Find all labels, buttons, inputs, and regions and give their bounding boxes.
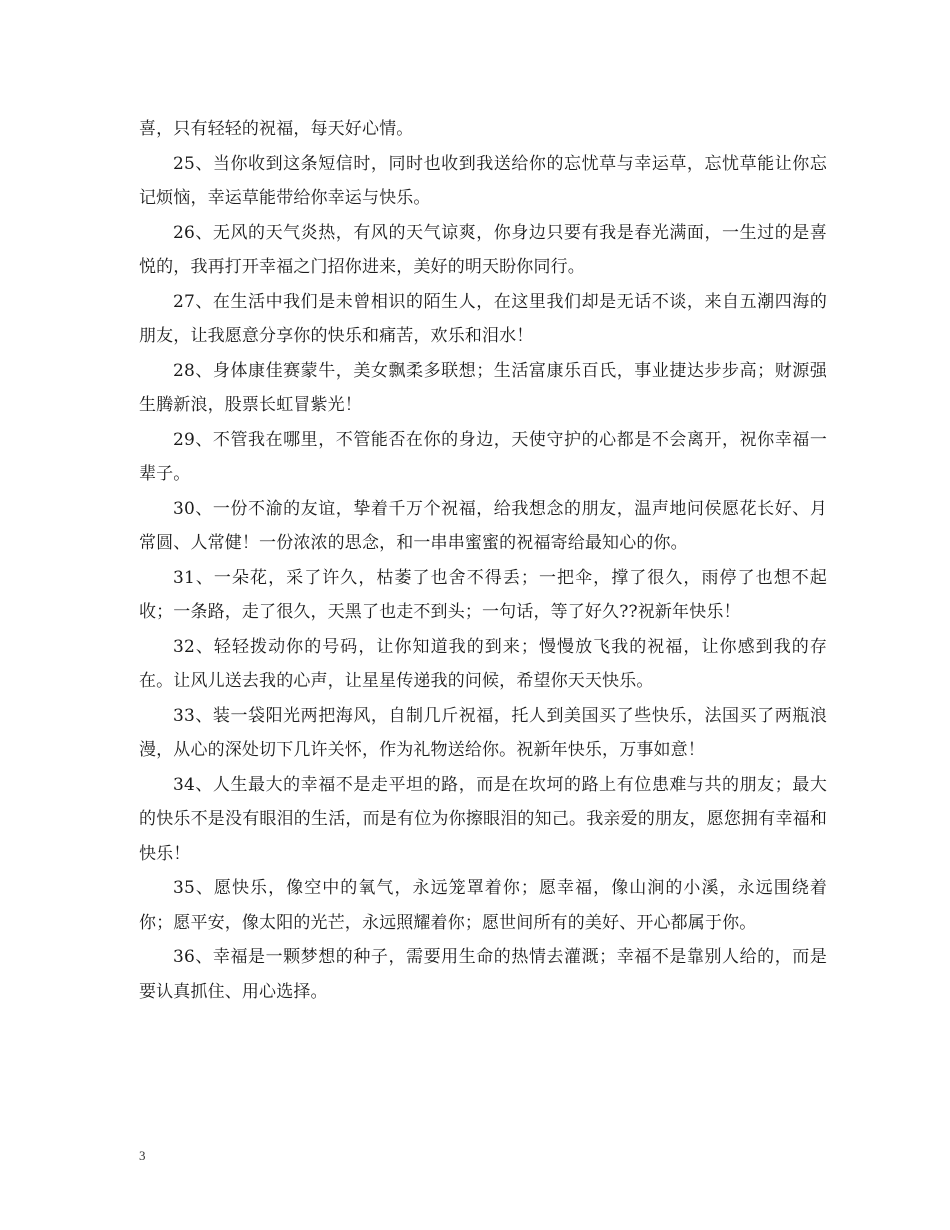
paragraph-26: 26、无风的天气炎热，有风的天气谅爽，你身边只要有我是春光满面，一生过的是喜悦的，我再打开幸福之门招你进来，美好的明天盼你同行。	[139, 222, 827, 277]
paragraph-33: 33、装一袋阳光两把海风，自制几斤祝福，托人到美国买了些快乐，法国买了两瓶浪漫，从心的深处切下几许关怀，作为礼物送给你。祝新年快乐，万事如意！	[139, 705, 827, 760]
paragraph-36: 36、幸福是一颗梦想的种子，需要用生命的热情去灌溉；幸福不是靠别人给的，而是要认真抓住、用心选择。	[139, 947, 827, 1002]
paragraph-31: 31、一朵花，采了许久，枯萎了也舍不得丢；一把伞，撑了很久，雨停了也想不起收；一条路，走了很久，天黑了也走不到头；一句话，等了好久??祝新年快乐！	[139, 567, 827, 622]
paragraph-27: 27、在生活中我们是未曾相识的陌生人，在这里我们却是无话不谈，来自五潮四海的朋友，让我愿意分享你的快乐和痛苦，欢乐和泪水！	[139, 291, 827, 346]
paragraph-35: 35、愿快乐，像空中的氧气，永远笼罩着你；愿幸福，像山涧的小溪，永远围绕着你；愿平安，像太阳的光芒，永远照耀着你；愿世间所有的美好、开心都属于你。	[139, 878, 827, 933]
paragraph-32: 32、轻轻拨动你的号码，让你知道我的到来；慢慢放飞我的祝福，让你感到我的存在。让风儿送去我的心声，让星星传递我的问候，希望你天天快乐。	[139, 636, 827, 691]
paragraph-continuation: 喜，只有轻轻的祝福，每天好心情。	[139, 119, 414, 139]
document-body	[139, 112, 827, 1009]
paragraph-28: 28、身体康佳赛蒙牛，美女飘柔多联想；生活富康乐百氏，事业捷达步步高；财源强生腾新浪，股票长虹冒紫光！	[139, 360, 827, 415]
paragraph-34: 34、人生最大的幸福不是走平坦的路，而是在坎坷的路上有位患难与共的朋友；最大的快乐不是没有眼泪的生活，而是有位为你擦眼泪的知己。我亲爱的朋友，愿您拥有幸福和快乐！	[139, 774, 827, 864]
page-number: 3	[139, 1148, 146, 1163]
paragraph-29: 29、不管我在哪里，不管能否在你的身边，天使守护的心都是不会离开，祝你幸福一辈子。	[139, 429, 827, 484]
paragraph-30: 30、一份不渝的友谊，挚着千万个祝福，给我想念的朋友，温声地问侯愿花长好、月常圆、人常健！一份浓浓的思念，和一串串蜜蜜的祝福寄给最知心的你。	[139, 498, 827, 553]
paragraph-25: 25、当你收到这条短信时，同时也收到我送给你的忘忧草与幸运草，忘忧草能让你忘记烦恼，幸运草能带给你幸运与快乐。	[139, 153, 827, 208]
